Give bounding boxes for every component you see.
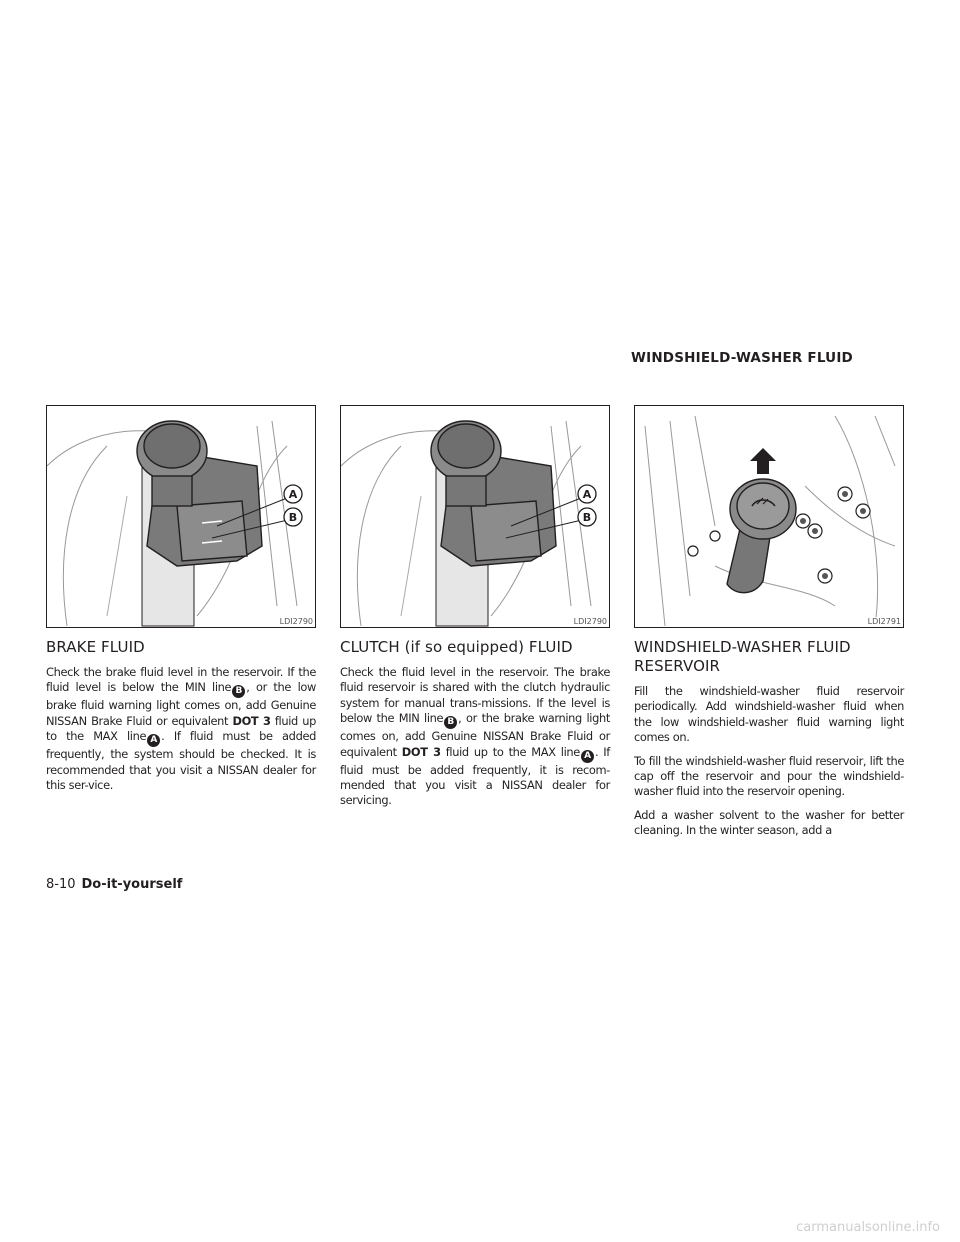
brake-reservoir-illustration — [47, 406, 315, 627]
figure-washer-reservoir — [634, 405, 904, 628]
ref-a-badge: A — [581, 750, 594, 763]
callout-b: B — [582, 511, 592, 524]
figure-code: LDI2790 — [573, 617, 607, 626]
ref-a-badge: A — [147, 734, 160, 747]
ref-b-badge: B — [444, 716, 457, 729]
body-paragraph: To fill the windshield-washer fluid reservoir, lift the cap off the reservoir and pour the windshield-washer fluid into the reservoir opening. — [634, 753, 904, 799]
body-paragraph: Check the brake fluid level in the reservoir. If the fluid level is below the MIN line B , or the low brake fluid warning light comes on, add Genuine NISSAN Brake Fluid or equivalent DOT 3 fluid up to the MAX line A . If fluid must be added frequently, the system should be checked. It is recommended that you visit a NISSAN dealer for this ser-vice. — [46, 665, 316, 793]
body-paragraph: Fill the windshield-washer fluid reservoir periodically. Add windshield-washer fluid when the low windshield-washer fluid warning light comes on. — [634, 684, 904, 745]
figure-clutch-reservoir — [340, 405, 610, 628]
body-paragraph: Add a washer solvent to the washer for better cleaning. In the winter season, add a — [634, 807, 904, 838]
section-heading: WINDSHIELD-WASHER FLUID — [631, 350, 853, 366]
dot3-bold: DOT 3 — [401, 744, 441, 759]
ref-b-badge: B — [232, 685, 245, 698]
dot3-bold: DOT 3 — [232, 713, 271, 728]
page-footer — [46, 877, 182, 892]
chapter-title: Do-it-yourself — [81, 877, 183, 892]
page-number: 8-10 — [46, 877, 76, 892]
column-washer-fluid — [634, 405, 904, 847]
section-title: WINDSHIELD-WASHER FLUID RESERVOIR — [634, 638, 851, 675]
column-brake-fluid — [46, 405, 316, 801]
callout-b: B — [288, 511, 298, 524]
column-clutch-fluid — [340, 405, 610, 817]
washer-reservoir-illustration — [635, 406, 903, 627]
watermark: carmanualsonline.info — [796, 1220, 940, 1235]
body-paragraph: Check the fluid level in the reservoir. The brake fluid reservoir is shared with the clutch hydraulic system for manual trans-missions. If the level is below the MIN line B , or the brake warning light comes on, add Genuine NISSAN Brake Fluid or equivalent DOT 3 fluid up to the MAX line A . If fluid must be added frequently, it is recom-mended that you visit a NISSAN dealer for servicing. — [340, 665, 610, 808]
figure-code: LDI2791 — [867, 617, 901, 626]
callout-a: A — [288, 488, 298, 501]
callout-a: A — [582, 488, 592, 501]
figure-brake-reservoir — [46, 405, 316, 628]
figure-code: LDI2790 — [279, 617, 313, 626]
section-title: BRAKE FLUID — [46, 638, 145, 656]
section-title: CLUTCH (if so equipped) FLUID — [340, 638, 573, 656]
clutch-reservoir-illustration — [341, 406, 609, 627]
